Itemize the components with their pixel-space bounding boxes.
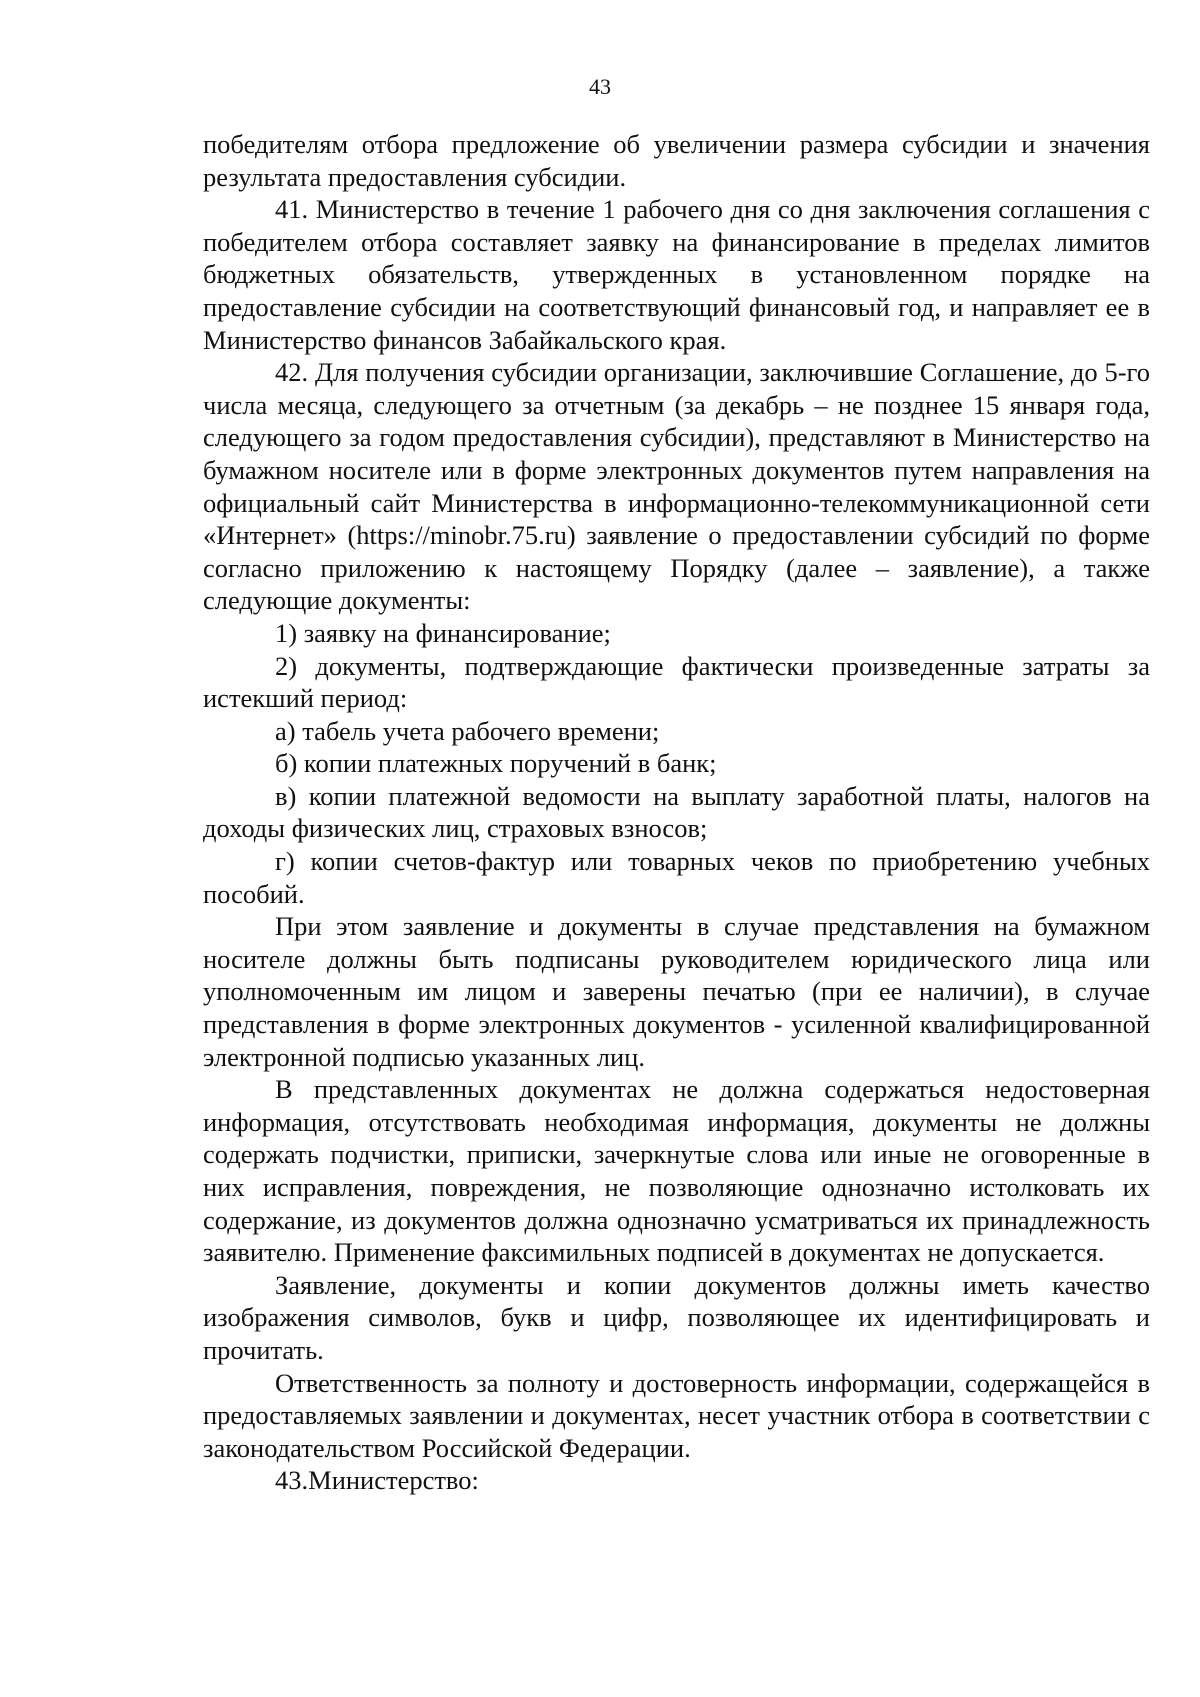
list-item-2: 2) документы, подтверждающие фактически произведенные затраты за истекший период: <box>203 650 1150 714</box>
paragraph-continuation: победителям отбора предложение об увеличении размера субсидии и значения результата предоставления субсидии. <box>203 129 1150 192</box>
list-item-a: а) табель учета рабочего времени; <box>275 715 660 746</box>
paragraph-accuracy: В представленных документах не должна содержаться недостоверная информация, отсутствовать необходимая информация, документы не должны содержать подчистки, приписки, зачеркнутые слова или иные не оговоренные в них исправления, повреждения, не позволяющие однозначно истолковать их содержание, из документов должна однозначно усматриваться их принадлежность заявителю. Применение факсимильных подписей в документах не допускается. <box>203 1074 1150 1268</box>
list-item-g: г) копии счетов-фактур или товарных чеков по приобретению учебных пособий. <box>203 846 1150 909</box>
paragraph-item-42: 42. Для получения субсидии организации, заключившие Соглашение, до 5-го числа месяца, следующего за отчетным (за декабрь – не позднее 15 января года, следующего за годом предоставления субсидии), представляют в Министерство на бумажном носителе или в форме электронных документов путем направления на официальный сайт Министерства в информационно-телекоммуникационной сети «Интернет» (https://minobr.75.ru) заявление о предоставлении субсидий по форме согласно приложению к настоящему Порядку (далее – заявление), а также следующие документы: <box>203 357 1150 616</box>
paragraph-signing: При этом заявление и документы в случае представления на бумажном носителе должны быть подписаны руководителем юридического лица или уполномоченным им лицом и заверены печатью (при ее наличии), в случае представления в форме электронных документов - усиленной квалифицированной электронной подписью указанных лиц. <box>203 911 1150 1072</box>
paragraph-quality: Заявление, документы и копии документов должны иметь качество изображения символов, букв и цифр, позволяющее их идентифицировать и прочитать. <box>203 1269 1150 1365</box>
page-number: 43 <box>589 74 611 99</box>
paragraph-item-41: 41. Министерство в течение 1 рабочего дня со дня заключения соглашения с победителем отбора составляет заявку на финансирование в пределах лимитов бюджетных обязательств, утвержденных в установленном порядке на предоставление субсидии на соответствующий финансовый год, и направляет ее в Министерство финансов Забайкальского края. <box>203 194 1150 355</box>
list-item-1: 1) заявку на финансирование; <box>275 617 611 648</box>
list-item-b: б) копии платежных поручений в банк; <box>275 748 717 779</box>
list-item-v: в) копии платежной ведомости на выплату заработной платы, налогов на доходы физических лиц, страховых взносов; <box>203 780 1150 844</box>
paragraph-responsibility: Ответственность за полноту и достоверность информации, содержащейся в предоставляемых заявлении и документах, несет участник отбора в соответствии с законодательством Российской Федерации. <box>203 1367 1150 1463</box>
paragraph-item-43: 43.Министерство: <box>275 1465 479 1496</box>
document-body <box>203 128 1150 1497</box>
